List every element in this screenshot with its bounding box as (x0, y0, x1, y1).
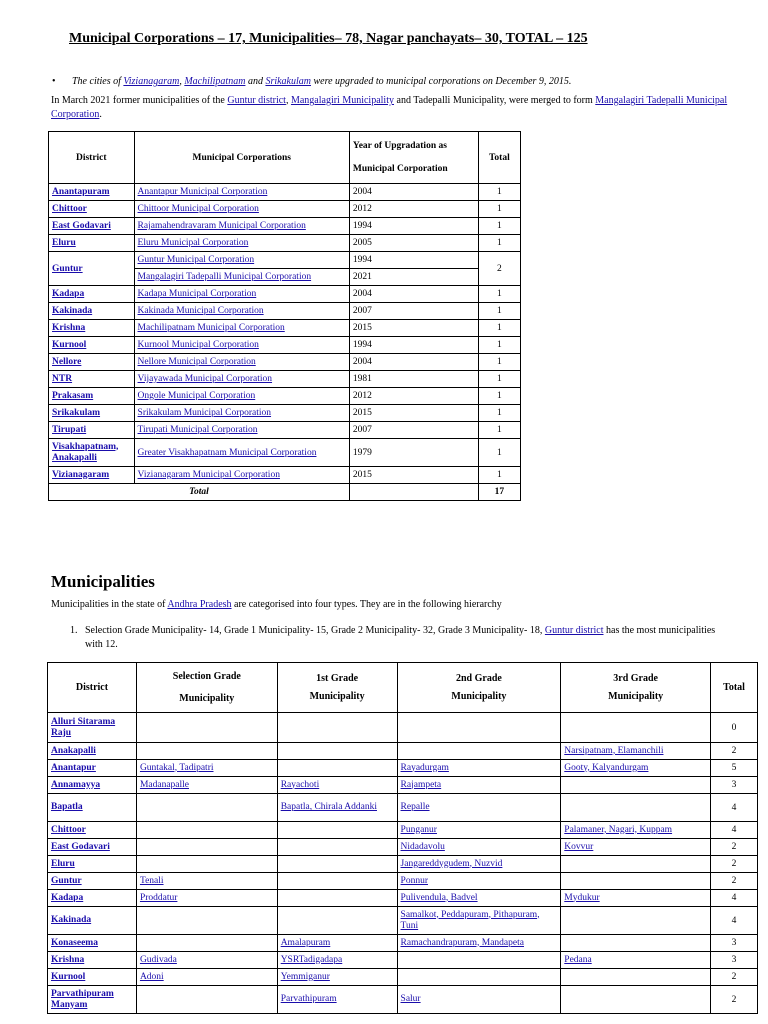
district-cell[interactable]: Chittoor (48, 822, 137, 839)
g1-municipality-cell[interactable]: Amalapuram (277, 935, 397, 952)
district-cell[interactable]: Annamayya (48, 777, 137, 794)
district-cell[interactable]: Krishna (48, 952, 137, 969)
total-cell: 3 (711, 777, 758, 794)
sel-municipality-cell (136, 986, 277, 1014)
total-cell: 3 (711, 952, 758, 969)
district-cell[interactable]: Prakasam (49, 388, 135, 405)
corporation-cell[interactable]: Machilipatnam Municipal Corporation (134, 320, 349, 337)
corporation-cell[interactable]: Kadapa Municipal Corporation (134, 286, 349, 303)
table-row (48, 777, 758, 794)
g3-municipality-cell (561, 969, 711, 986)
table-row (49, 371, 521, 388)
g3-municipality-cell[interactable]: Pedana (561, 952, 711, 969)
g3-municipality-cell (561, 986, 711, 1014)
header-district-2: District (48, 663, 137, 713)
g1-municipality-cell (277, 743, 397, 760)
year-cell: 2004 (349, 184, 478, 201)
empty-cell (349, 484, 478, 501)
year-cell: 2004 (349, 354, 478, 371)
g1-municipality-cell (277, 713, 397, 743)
district-cell[interactable]: Kurnool (49, 337, 135, 354)
corporation-cell[interactable]: Vizianagaram Municipal Corporation (134, 467, 349, 484)
sel-municipality-cell[interactable]: Tenali (136, 873, 277, 890)
link-guntur-district[interactable]: Guntur district (227, 95, 286, 106)
year-cell: 2005 (349, 235, 478, 252)
g1-municipality-cell[interactable]: Rayachoti (277, 777, 397, 794)
hierarchy-list-item: 1. Selection Grade Municipality- 14, Grade 1 Municipality- 15, Grade 2 Municipality- 32, Grade 3 Municipality- 18, Guntur district has the most municipalities with 12. (70, 625, 716, 650)
table-row (48, 890, 758, 907)
table-row (48, 935, 758, 952)
district-cell[interactable]: Kakinada (48, 907, 137, 935)
table-row (49, 235, 521, 252)
sel-municipality-cell[interactable]: Adoni (136, 969, 277, 986)
link-mangalagiri-municipality[interactable]: Mangalagiri Municipality (290, 95, 394, 106)
sel-municipality-cell (136, 743, 277, 760)
corporation-cell[interactable]: Ongole Municipal Corporation (134, 388, 349, 405)
sel-municipality-cell (136, 907, 277, 935)
g3-municipality-cell (561, 907, 711, 935)
district-cell[interactable]: Anakapalli (48, 743, 137, 760)
link-mangalagiri-tadepalli-corporation[interactable]: Mangalagiri Tadepalli Municipal Corporation (51, 95, 728, 120)
g1-municipality-cell (277, 822, 397, 839)
sel-municipality-cell[interactable]: Proddatur (136, 890, 277, 907)
link-srikakulam[interactable]: Srikakulam (265, 76, 311, 87)
total-cell: 1 (478, 201, 520, 218)
district-cell[interactable]: Guntur (48, 873, 137, 890)
table-row (48, 760, 758, 777)
link-guntur-district-2[interactable]: Guntur district (544, 625, 604, 636)
header-total: Total (478, 132, 520, 184)
table-row (49, 286, 521, 303)
g2-municipality-cell[interactable]: Ponnur (397, 873, 561, 890)
total-cell: 1 (478, 422, 520, 439)
sel-municipality-cell[interactable]: Gudivada (136, 952, 277, 969)
total-cell: 2 (711, 839, 758, 856)
district-cell[interactable]: Konaseema (48, 935, 137, 952)
total-cell: 4 (711, 890, 758, 907)
total-cell: 2 (478, 252, 520, 286)
table-row (49, 388, 521, 405)
table-row (49, 218, 521, 235)
district-cell[interactable]: Parvathipuram Manyam (48, 986, 137, 1014)
district-cell[interactable]: Eluru (48, 856, 137, 873)
g3-municipality-cell[interactable]: Kovvur (561, 839, 711, 856)
total-cell: 1 (478, 439, 520, 467)
list-number: 1. (70, 625, 78, 636)
corporation-cell[interactable]: Srikakulam Municipal Corporation (134, 405, 349, 422)
corporation-cell[interactable]: Tirupati Municipal Corporation (134, 422, 349, 439)
corporation-cell[interactable]: Kakinada Municipal Corporation (134, 303, 349, 320)
sel-municipality-cell (136, 822, 277, 839)
header-1st-grade: 1st Grade Municipality (277, 663, 397, 713)
sel-municipality-cell[interactable]: Madanapalle (136, 777, 277, 794)
district-cell[interactable]: Chittoor (49, 201, 135, 218)
header-3rd-grade: 3rd Grade Municipality (561, 663, 711, 713)
table-row (49, 405, 521, 422)
table-row (48, 952, 758, 969)
district-cell[interactable]: Krishna (49, 320, 135, 337)
year-cell: 2015 (349, 467, 478, 484)
corporation-cell[interactable]: Chittoor Municipal Corporation (134, 201, 349, 218)
link-andhra-pradesh[interactable]: Andhra Pradesh (167, 599, 232, 610)
total-cell: 1 (478, 467, 520, 484)
g2-municipality-cell[interactable]: Samalkot, Peddapuram, Pithapuram, Tuni (397, 907, 561, 935)
district-cell[interactable]: Guntur (49, 252, 135, 286)
header-year: Year of Upgradation as Municipal Corporation (349, 132, 478, 184)
g1-municipality-cell (277, 907, 397, 935)
district-cell[interactable]: Bapatla (48, 794, 137, 822)
total-cell: 1 (478, 354, 520, 371)
year-cell: 2007 (349, 303, 478, 320)
header-total-2: Total (711, 663, 758, 713)
district-cell[interactable]: Vizianagaram (49, 467, 135, 484)
g2-municipality-cell (397, 713, 561, 743)
g2-municipality-cell (397, 952, 561, 969)
g2-municipality-cell (397, 969, 561, 986)
header-2nd-grade: 2nd Grade Municipality (397, 663, 561, 713)
g2-municipality-cell[interactable]: Ramachandrapuram, Mandapeta (397, 935, 561, 952)
g2-municipality-cell[interactable]: Salur (397, 986, 561, 1014)
header-district: District (49, 132, 135, 184)
municipalities-heading: Municipalities (51, 572, 155, 591)
district-cell[interactable]: Srikakulam (49, 405, 135, 422)
total-cell: 2 (711, 986, 758, 1014)
total-cell: 4 (711, 907, 758, 935)
corporation-cell[interactable]: Nellore Municipal Corporation (134, 354, 349, 371)
year-cell: 2012 (349, 201, 478, 218)
g1-municipality-cell[interactable]: Parvathipuram (277, 986, 397, 1014)
g2-municipality-cell[interactable]: Jangareddygudem, Nuzvid (397, 856, 561, 873)
g1-municipality-cell (277, 760, 397, 777)
g3-municipality-cell[interactable]: Narsipatnam, Elamanchili (561, 743, 711, 760)
year-cell: 2012 (349, 388, 478, 405)
g1-municipality-cell[interactable]: Bapatla, Chirala Addanki (277, 794, 397, 822)
year-cell: 1994 (349, 218, 478, 235)
g1-municipality-cell (277, 839, 397, 856)
table-row (49, 184, 521, 201)
corporation-cell[interactable]: Anantapur Municipal Corporation (134, 184, 349, 201)
corporation-cell[interactable]: Rajamahendravaram Municipal Corporation (134, 218, 349, 235)
total-value: 17 (478, 484, 520, 501)
table-row (49, 439, 521, 467)
g1-municipality-cell[interactable]: YSRTadigadapa (277, 952, 397, 969)
header-corporations: Municipal Corporations (134, 132, 349, 184)
total-cell: 1 (478, 405, 520, 422)
g2-municipality-cell[interactable]: Repalle (397, 794, 561, 822)
g2-municipality-cell[interactable]: Rajampeta (397, 777, 561, 794)
table-row (49, 201, 521, 218)
g3-municipality-cell (561, 777, 711, 794)
header-selection-grade: Selection Grade Municipality (136, 663, 277, 713)
year-cell: 1979 (349, 439, 478, 467)
sel-municipality-cell (136, 856, 277, 873)
district-cell[interactable]: Kakinada (49, 303, 135, 320)
link-vizianagaram[interactable]: Vizianagaram (123, 76, 180, 87)
district-cell[interactable]: Kurnool (48, 969, 137, 986)
sel-municipality-cell (136, 839, 277, 856)
g3-municipality-cell (561, 856, 711, 873)
district-cell[interactable]: Alluri Sitarama Raju (48, 713, 137, 743)
district-cell[interactable]: Kadapa (48, 890, 137, 907)
total-cell: 2 (711, 743, 758, 760)
table-row (48, 822, 758, 839)
district-cell[interactable]: Eluru (49, 235, 135, 252)
g1-municipality-cell (277, 890, 397, 907)
total-cell: 4 (711, 794, 758, 822)
table-row (49, 303, 521, 320)
total-row (49, 484, 521, 501)
table-row (48, 856, 758, 873)
sel-municipality-cell (136, 713, 277, 743)
district-cell[interactable]: Visakhapatnam, Anakapalli (49, 439, 135, 467)
corporation-cell[interactable]: Kurnool Municipal Corporation (134, 337, 349, 354)
g3-municipality-cell (561, 794, 711, 822)
total-cell: 2 (711, 856, 758, 873)
year-cell: 2015 (349, 405, 478, 422)
district-cell[interactable]: East Godavari (48, 839, 137, 856)
year-cell: 1994 (349, 337, 478, 354)
g2-municipality-cell[interactable]: Rayadurgam (397, 760, 561, 777)
g3-municipality-cell[interactable]: Gooty, Kalyandurgam (561, 760, 711, 777)
table-row (48, 794, 758, 822)
g3-municipality-cell[interactable]: Palamaner, Nagari, Kuppam (561, 822, 711, 839)
total-cell: 4 (711, 822, 758, 839)
table-row (49, 252, 521, 269)
table-row (48, 873, 758, 890)
table-row (48, 907, 758, 935)
year-cell: 2021 (349, 269, 478, 286)
year-cell: 1981 (349, 371, 478, 388)
total-label: Total (49, 484, 350, 501)
sel-municipality-cell[interactable]: Guntakal, Tadipatri (136, 760, 277, 777)
merger-paragraph: In March 2021 former municipalities of the Guntur district, Mangalagiri Municipality and Tadepalli Municipality, were merged to form Mangalagiri Tadepalli Municipal Corporation. (51, 95, 728, 120)
corporations-table (48, 131, 521, 501)
district-cell[interactable]: NTR (49, 371, 135, 388)
year-cell: 2007 (349, 422, 478, 439)
g3-municipality-cell (561, 935, 711, 952)
total-cell: 1 (478, 286, 520, 303)
g2-municipality-cell[interactable]: Punganur (397, 822, 561, 839)
bullet-dot: • (52, 76, 56, 87)
total-cell: 1 (478, 303, 520, 320)
table-row (49, 467, 521, 484)
g2-municipality-cell[interactable]: Pulivendula, Badvel (397, 890, 561, 907)
table-row (49, 320, 521, 337)
table-row (48, 986, 758, 1014)
corporation-cell[interactable]: Vijayawada Municipal Corporation (134, 371, 349, 388)
total-cell: 1 (478, 320, 520, 337)
corporation-cell[interactable]: Eluru Municipal Corporation (134, 235, 349, 252)
year-cell: 1994 (349, 252, 478, 269)
sel-municipality-cell (136, 935, 277, 952)
g1-municipality-cell (277, 873, 397, 890)
g2-municipality-cell[interactable]: Nidadavolu (397, 839, 561, 856)
total-cell: 1 (478, 371, 520, 388)
g1-municipality-cell[interactable]: Yemmiganur (277, 969, 397, 986)
total-cell: 1 (478, 218, 520, 235)
district-cell[interactable]: Tirupati (49, 422, 135, 439)
corporation-cell[interactable]: Greater Visakhapatnam Municipal Corporation (134, 439, 349, 467)
g2-municipality-cell (397, 743, 561, 760)
table-row (49, 337, 521, 354)
municipalities-intro: Municipalities in the state of Andhra Pradesh are categorised into four types. They are in the following hierarchy (51, 599, 502, 610)
g3-municipality-cell[interactable]: Mydukur (561, 890, 711, 907)
table-row (49, 354, 521, 371)
year-cell: 2004 (349, 286, 478, 303)
district-cell[interactable]: Kadapa (49, 286, 135, 303)
total-cell: 1 (478, 184, 520, 201)
g3-municipality-cell (561, 873, 711, 890)
total-cell: 2 (711, 969, 758, 986)
table-row (48, 743, 758, 760)
table-row (48, 713, 758, 743)
total-cell: 1 (478, 337, 520, 354)
total-cell: 1 (478, 235, 520, 252)
year-cell: 2015 (349, 320, 478, 337)
sel-municipality-cell (136, 794, 277, 822)
table-row (49, 422, 521, 439)
municipalities-table (47, 662, 758, 1014)
total-cell: 2 (711, 873, 758, 890)
table-row (48, 969, 758, 986)
total-cell: 0 (711, 713, 758, 743)
table-row (48, 839, 758, 856)
g1-municipality-cell (277, 856, 397, 873)
g3-municipality-cell (561, 713, 711, 743)
district-cell[interactable]: East Godavari (49, 218, 135, 235)
district-cell[interactable]: Anantapuram (49, 184, 135, 201)
district-cell[interactable]: Anantapur (48, 760, 137, 777)
district-cell[interactable]: Nellore (49, 354, 135, 371)
total-cell: 5 (711, 760, 758, 777)
corporation-cell[interactable]: Mangalagiri Tadepalli Municipal Corporation (134, 269, 349, 286)
total-cell: 3 (711, 935, 758, 952)
total-cell: 1 (478, 388, 520, 405)
link-machilipatnam[interactable]: Machilipatnam (184, 76, 246, 87)
summary-heading: Municipal Corporations – 17, Municipalities– 78, Nagar panchayats– 30, TOTAL – 125 (69, 31, 588, 46)
upgrade-note: • The cities of Vizianagaram, Machilipatnam and Srikakulam were upgraded to municipal corporations on December 9, 2015. (52, 76, 572, 87)
corporation-cell[interactable]: Guntur Municipal Corporation (134, 252, 349, 269)
